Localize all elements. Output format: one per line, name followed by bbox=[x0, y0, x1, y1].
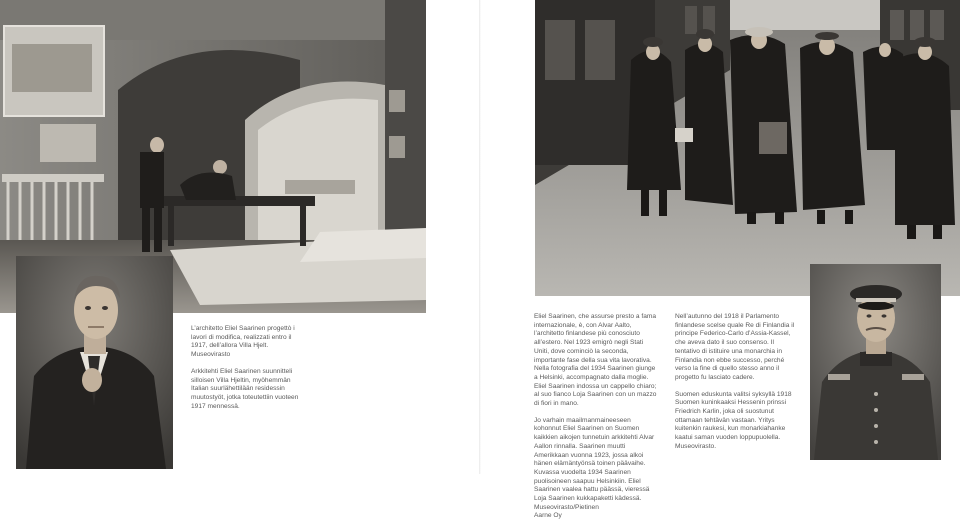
station-platform-photo bbox=[535, 0, 960, 296]
prince-friedrich-karl-portrait bbox=[810, 264, 941, 460]
right-page bbox=[481, 0, 960, 520]
caption-italian: L’architetto Eliel Saarinen progettò i lavori di modifica, realizzati entro il 1917, dell’allora Villa Hjelt. bbox=[191, 325, 295, 350]
eliel-saarinen-portrait bbox=[16, 256, 173, 469]
column1-italian: Eliel Saarinen, che assurse presto a fama internazionale, è, con Alvar Aalto, l’architetto finlandese più conosciuto all’estero. Nel 1923 emigrò negli Stati Uniti, dove cominciò la seconda, importante fase della sua vita lavorativa. Nella fotografia del 1934 Saarinen giunge a Helsinki, accompagnato dalla moglie. Eliel Saarinen indossa un cappello chiaro; al suo fianco Loja Saarinen con un mazzo di fiori in mano. bbox=[534, 313, 657, 408]
caption-finnish: Arkkitehti Eliel Saarinen suunnitteli silloisen Villa Hjeltin, myöhemmän Italian suurlähettilään residessin muutostyöt, jotka toteutettiin vuoteen 1917 mennessä. bbox=[191, 367, 299, 410]
caption-italian-credit: Museovirasto bbox=[191, 351, 231, 359]
body-column-2 bbox=[675, 313, 799, 452]
column1-finnish-tail: Aarne Oy bbox=[534, 512, 562, 520]
left-caption bbox=[191, 325, 303, 419]
portrait-image bbox=[16, 256, 173, 469]
column2-finnish: Suomen eduskunta valitsi syksyllä 1918 Suomen kuninkaaksi Hessenin prinssi Friedrich Karlin, joka oli suostunut ottamaan tehtävän vastaan. Yritys kuitenkin raukesi, kun monarkiahanke kaatui saman vuoden loppupuolella. Museovirasto. bbox=[675, 390, 792, 450]
station-image bbox=[535, 0, 960, 296]
left-page bbox=[0, 0, 479, 474]
body-column-1 bbox=[534, 313, 658, 521]
column1-finnish: Jo varhain maailmanmaineeseen kohonnut Eliel Saarinen on Suomen kaikkien aikojen tunnetuin arkkitehti Alvar Aallon rinnalla. Saarinen muutti Amerikkaan vuonna 1923, jossa alkoi hänen elämäntyönsä toinen päävaihe. Kuvassa vuodelta 1934 Saarinen puolisoineen saapuu Helsinkiin. Eliel Saarinen vaalea hattu päässä, vieressä Loja Saarinen kukkapaketti kädessä. Museovirasto/Pietinen bbox=[534, 416, 655, 511]
prince-portrait-image bbox=[810, 264, 941, 460]
column2-italian: Nell’autunno del 1918 il Parlamento finlandese scelse quale Re di Finlandia il principe Federico-Carlo d’Assia-Kassel, che aveva dato il suo consenso. Il tentativo di istituire una monarchia in Finlandia non ebbe successo, perché verso la fine di quello stesso anno il progetto fu lasciato cadere. bbox=[675, 313, 795, 381]
